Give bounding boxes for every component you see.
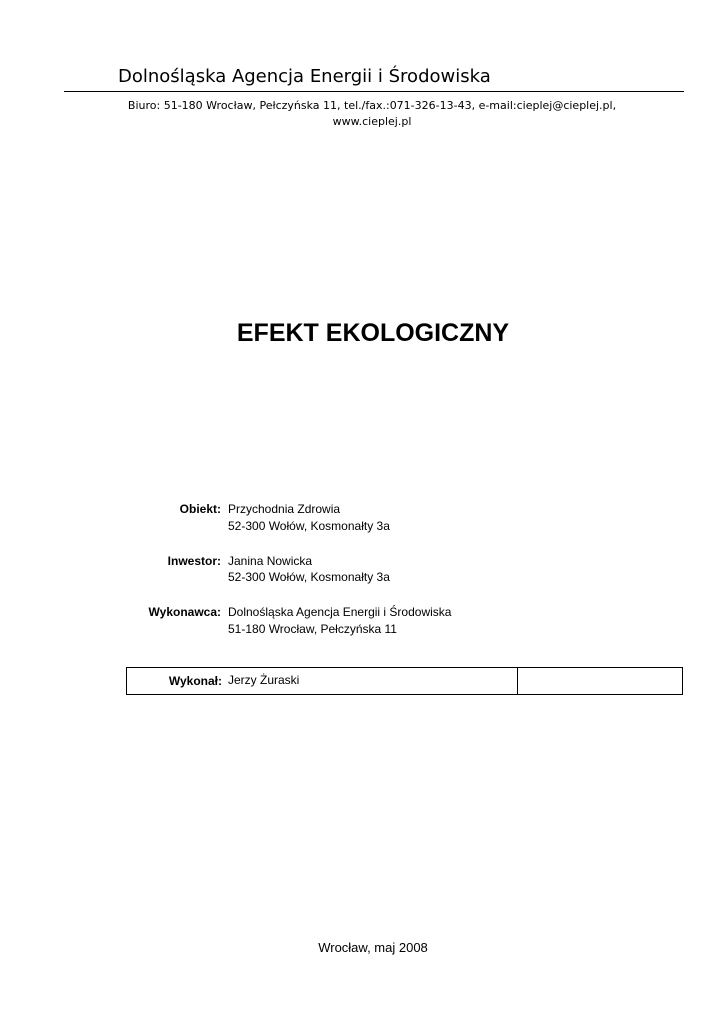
contractor-address: 51-180 Wrocław, Pełczyńska 11 <box>228 622 397 636</box>
object-label: Obiekt: <box>179 502 221 516</box>
contractor-name: Dolnośląska Agencja Energii i Środowiska <box>228 605 452 619</box>
author-name: Jerzy Żuraski <box>228 673 300 687</box>
contact-address-line: Biuro: 51-180 Wrocław, Pełczyńska 11, tel./fax.:071-326-13-43, e-mail:cieplej@cieplej.pl, <box>127 99 617 112</box>
author-table <box>126 667 683 695</box>
object-address: 52-300 Wołów, Kosmonałty 3a <box>228 519 390 533</box>
organization-header: Dolnośląska Agencja Energii i Środowiska <box>118 66 491 87</box>
place-and-date: Wrocław, maj 2008 <box>318 940 428 955</box>
document-title: EFEKT EKOLOGICZNY <box>236 319 510 347</box>
contact-website-line: www.cieplej.pl <box>332 115 412 128</box>
header-divider <box>64 91 684 92</box>
author-label: Wykonał: <box>168 674 222 688</box>
author-signature-divider <box>517 668 518 694</box>
contractor-label: Wykonawca: <box>148 605 221 619</box>
object-name: Przychodnia Zdrowia <box>228 502 341 516</box>
investor-label: Inwestor: <box>167 554 221 568</box>
investor-name: Janina Nowicka <box>228 554 313 568</box>
investor-address: 52-300 Wołów, Kosmonałty 3a <box>228 570 390 584</box>
